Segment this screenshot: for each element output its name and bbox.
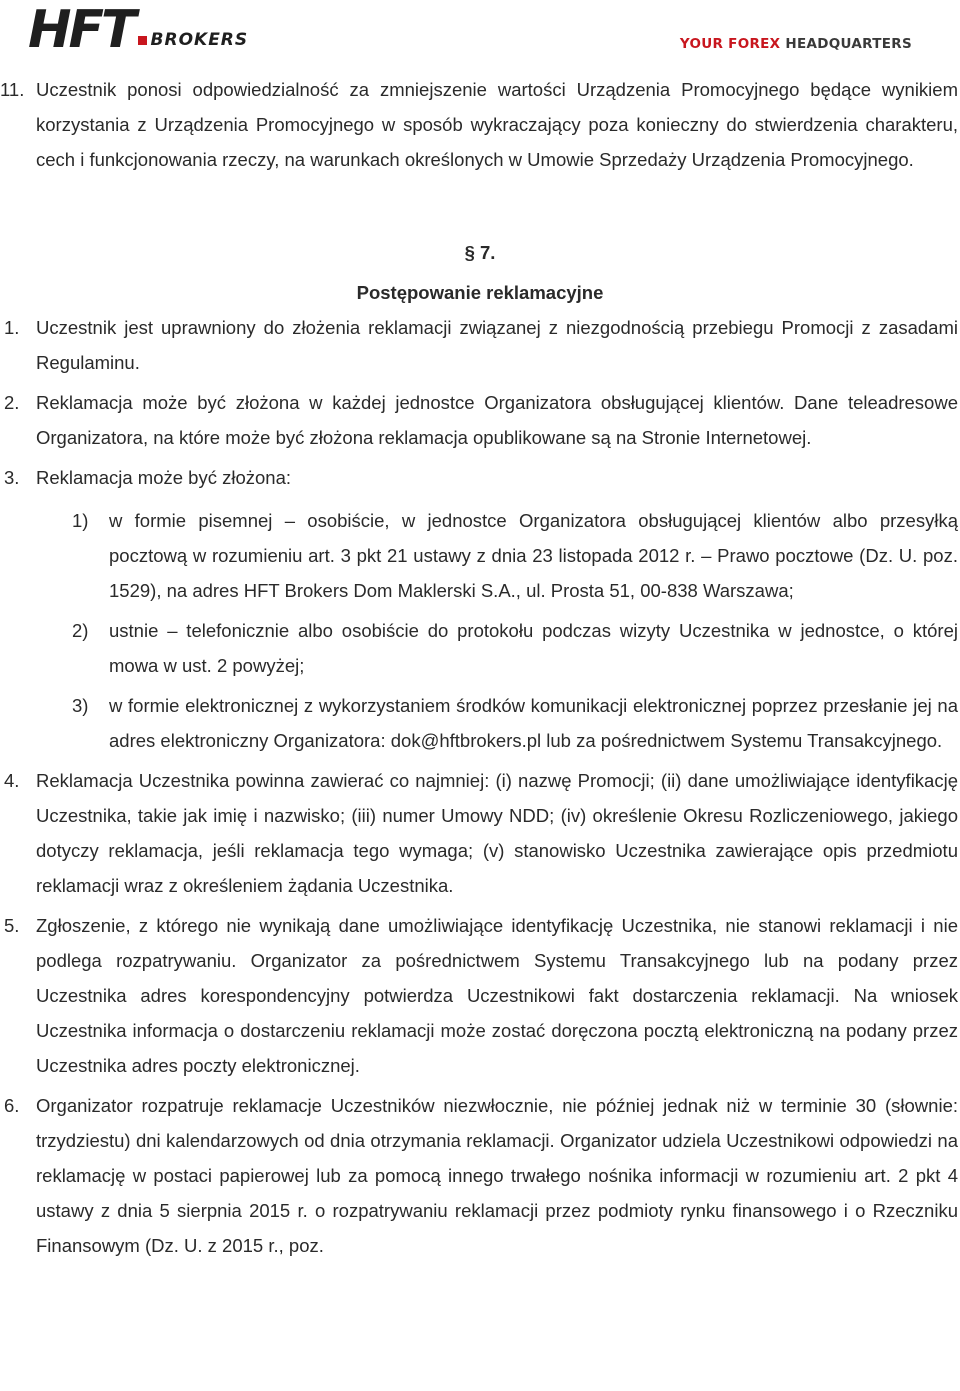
item-text: Reklamacja Uczestnika powinna zawierać co najmniej: (i) nazwę Promocji; (ii) dane umożliwiające identyfikację Uczestnika, takie jak imię i nazwisko; (iii) numer Umowy NDD; (iv) określenie Okresu Rozliczeniowego, jakiego dotyczy reklamacja, jeśli reklamacja tego wymaga; (v) stanowisko Uczestnika zawierające opis przedmiotu reklamacji wraz z określeniem żądania Uczestnika. [36,770,958,896]
sub-item-number: 1) [72,510,89,531]
item-number: 5. [4,915,20,936]
item-number: 11. [0,79,25,100]
sub-item-text: ustnie – telefonicznie albo osobiście do protokołu podczas wizyty Uczestnika w jednostce, o której mowa w ust. 2 powyżej; [109,620,958,676]
logo-square-icon [138,36,147,45]
item-number: 3. [4,467,20,488]
logo-sub [138,30,249,50]
list-item [0,1088,960,1263]
tagline-red: YOUR FOREX [679,36,781,52]
list-item [0,763,960,903]
sub-list-item [0,613,960,683]
document-body [0,72,960,1263]
item-number: 6. [4,1095,20,1116]
tagline [680,36,912,52]
item-number: 1. [4,317,20,338]
page-header [0,0,960,62]
sub-list-item [0,688,960,758]
sub-item-text: w formie elektronicznej z wykorzystaniem środków komunikacji elektronicznej poprzez przesłanie jej na adres elektroniczny Organizatora: dok@hftbrokers.pl lub za pośrednictwem Systemu Transakcyjnego. [109,695,958,751]
item-text: Uczestnik ponosi odpowiedzialność za zmniejszenie wartości Urządzenia Promocyjnego będące wynikiem korzystania z Urządzenia Promocyjnego w sposób wykraczający poza konieczny do stwierdzenia charakteru, cech i funkcjonowania rzeczy, na warunkach określonych w Umowie Sprzedaży Urządzenia Promocyjnego. [36,79,958,170]
item-number: 2. [4,392,20,413]
list-item [0,310,960,380]
list-item [0,460,960,495]
item-text: Reklamacja może być złożona: [36,467,291,488]
tagline-dark: HEADQUARTERS [785,36,912,52]
sub-item-text: w formie pisemnej – osobiście, w jednostce Organizatora obsługującej klientów albo przesyłką pocztową w rozumieniu art. 3 pkt 21 ustawy z dnia 23 listopada 2012 r. – Prawo pocztowe (Dz. U. poz. 1529), na adres HFT Brokers Dom Maklerski S.A., ul. Prosta 51, 00-838 Warszawa; [109,510,958,601]
item-text: Uczestnik jest uprawniony do złożenia reklamacji związanej z niezgodnością przebiegu Promocji z zasadami Regulaminu. [36,317,958,373]
item-text: Zgłoszenie, z którego nie wynikają dane umożliwiające identyfikację Uczestnika, nie stanowi reklamacji i nie podlega rozpatrywaniu. Organizator za pośrednictwem Systemu Transakcyjnego lub na podany przez Uczestnika adres korespondencyjny potwierdza Uczestnikowi fakt dostarczenia reklamacji. Na wniosek Uczestnika informacja o dostarczeniu reklamacji może zostać doręczona pocztą elektroniczną na podany przez Uczestnika adres poczty elektronicznej. [36,915,958,1076]
sub-list-item [0,503,960,608]
item-text: Reklamacja może być złożona w każdej jednostce Organizatora obsługującej klientów. Dane teleadresowe Organizatora, na które może być złożona reklamacja opublikowane są na Stronie Internetowej. [36,392,958,448]
section-title: Postępowanie reklamacyjne [356,282,604,303]
item-number: 4. [4,770,20,791]
hft-brokers-logo [28,0,249,60]
sub-item-number: 2) [72,620,89,641]
section-number: § 7. [464,242,496,263]
list-item [0,385,960,455]
item-text: Organizator rozpatruje reklamacje Uczestników niezwłocznie, nie później jednak niż w terminie 30 (słownie: trzydziestu) dni kalendarzowych od dnia otrzymania reklamacji. Organizator udziela Uczestnikowi odpowiedzi na reklamację w postaci papierowej lub za pomocą innego trwałego nośnika informacji w rozumieniu art. 2 pkt 4 ustawy z dnia 5 sierpnia 2015 r. o rozpatrywaniu reklamacji przez podmioty rynku finansowego i o Rzeczniku Finansowym (Dz. U. z 2015 r., poz. [36,1095,958,1256]
list-item [0,908,960,1083]
logo-mark: HFT [28,0,134,60]
logo-brokers-text: BROKERS [150,30,249,50]
list-item [0,72,960,177]
sub-item-number: 3) [72,695,89,716]
